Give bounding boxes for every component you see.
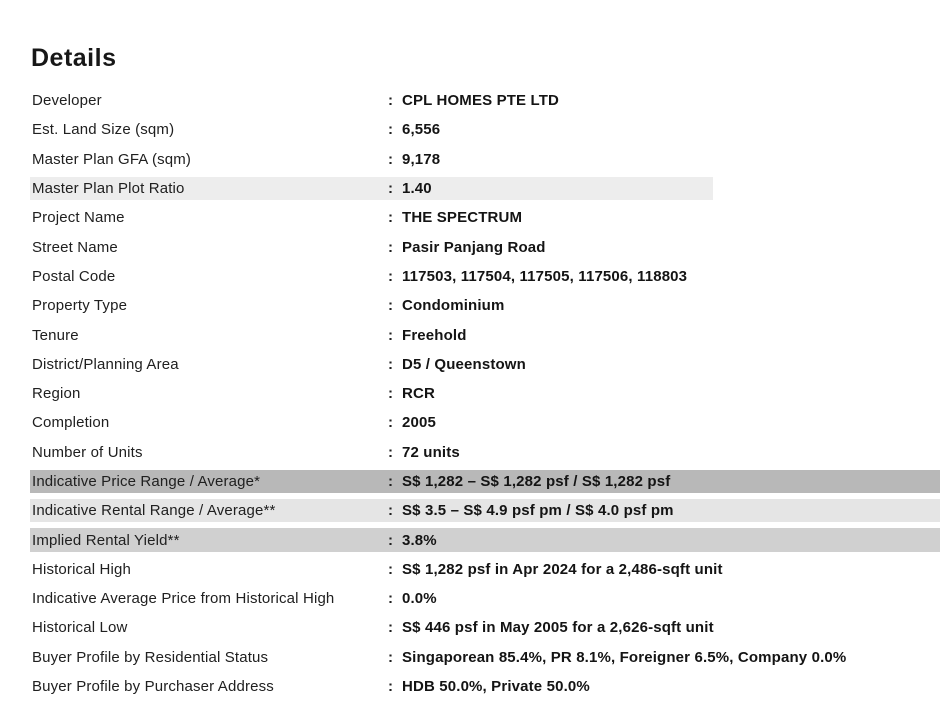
detail-value: 2005 <box>402 414 436 432</box>
detail-row <box>0 320 943 349</box>
detail-label: Developer <box>32 92 102 110</box>
separator-colon: : <box>388 209 394 227</box>
detail-label: Project Name <box>32 209 125 227</box>
detail-label: Tenure <box>32 326 79 344</box>
detail-value: Singaporean 85.4%, PR 8.1%, Foreigner 6.5%, Company 0.0% <box>402 648 847 666</box>
detail-row <box>0 555 943 584</box>
detail-value: RCR <box>402 385 435 403</box>
detail-value: D5 / Queenstown <box>402 355 526 373</box>
detail-value: CPL HOMES PTE LTD <box>402 92 560 110</box>
detail-value: S$ 3.5 – S$ 4.9 psf pm / S$ 4.0 psf pm <box>402 502 674 520</box>
detail-row <box>0 496 943 525</box>
detail-row <box>0 584 943 613</box>
detail-row <box>0 379 943 408</box>
detail-row <box>0 174 943 203</box>
detail-label: Historical Low <box>32 619 128 637</box>
detail-row <box>0 291 943 320</box>
separator-colon: : <box>388 502 394 520</box>
separator-colon: : <box>388 560 394 578</box>
separator-colon: : <box>388 180 394 198</box>
detail-label: Master Plan GFA (sqm) <box>32 150 192 168</box>
detail-label: Implied Rental Yield** <box>32 531 180 549</box>
detail-label: Street Name <box>32 238 118 256</box>
separator-colon: : <box>388 92 394 110</box>
detail-row <box>0 525 943 554</box>
separator-colon: : <box>388 590 394 608</box>
detail-value: S$ 1,282 – S$ 1,282 psf / S$ 1,282 psf <box>402 473 671 490</box>
detail-value: 9,178 <box>402 150 441 168</box>
detail-label: Est. Land Size (sqm) <box>32 121 175 139</box>
detail-label: Buyer Profile by Purchaser Address <box>32 678 274 696</box>
detail-row <box>0 438 943 467</box>
detail-row <box>0 145 943 174</box>
separator-colon: : <box>388 326 394 344</box>
detail-label: Number of Units <box>32 443 143 461</box>
detail-row <box>0 643 943 672</box>
detail-row <box>0 203 943 232</box>
detail-value: 72 units <box>402 443 460 461</box>
detail-value: Pasir Panjang Road <box>402 238 546 256</box>
detail-value: 117503, 117504, 117505, 117506, 118803 <box>402 267 688 285</box>
detail-value: Condominium <box>402 297 505 315</box>
separator-colon: : <box>388 355 394 373</box>
detail-row <box>0 408 943 437</box>
detail-row <box>0 86 943 115</box>
detail-value: 6,556 <box>402 121 441 139</box>
detail-label: Indicative Average Price from Historical High <box>32 590 335 608</box>
detail-value: S$ 1,282 psf in Apr 2024 for a 2,486-sqft unit <box>402 560 723 578</box>
detail-value: 3.8% <box>402 531 437 549</box>
detail-row <box>0 115 943 144</box>
detail-row <box>0 672 943 701</box>
separator-colon: : <box>388 443 394 461</box>
separator-colon: : <box>388 121 394 139</box>
separator-colon: : <box>388 267 394 285</box>
detail-label: Master Plan Plot Ratio <box>32 180 185 198</box>
detail-row <box>0 262 943 291</box>
separator-colon: : <box>388 150 394 168</box>
detail-label: Region <box>32 385 81 403</box>
detail-row <box>0 350 943 379</box>
detail-value: S$ 446 psf in May 2005 for a 2,626-sqft unit <box>402 619 714 637</box>
detail-label: Property Type <box>32 297 128 315</box>
details-table <box>0 86 943 701</box>
detail-label: Completion <box>32 414 110 432</box>
separator-colon: : <box>388 297 394 315</box>
separator-colon: : <box>388 648 394 666</box>
detail-value: 1.40 <box>402 180 432 198</box>
detail-row <box>0 613 943 642</box>
detail-label: Buyer Profile by Residential Status <box>32 648 269 666</box>
detail-value: HDB 50.0%, Private 50.0% <box>402 678 590 696</box>
detail-label: District/Planning Area <box>32 355 179 373</box>
detail-value: 0.0% <box>402 590 437 608</box>
detail-row <box>0 467 943 496</box>
detail-label: Historical High <box>32 560 131 578</box>
separator-colon: : <box>388 414 394 432</box>
detail-label: Postal Code <box>32 267 116 285</box>
separator-colon: : <box>388 678 394 696</box>
detail-value: THE SPECTRUM <box>402 209 523 227</box>
detail-label: Indicative Rental Range / Average** <box>32 502 276 520</box>
separator-colon: : <box>388 473 394 490</box>
separator-colon: : <box>388 238 394 256</box>
separator-colon: : <box>388 531 394 549</box>
detail-value: Freehold <box>402 326 467 344</box>
section-title: Details <box>31 44 117 72</box>
separator-colon: : <box>388 385 394 403</box>
detail-row <box>0 232 943 261</box>
separator-colon: : <box>388 619 394 637</box>
detail-label: Indicative Price Range / Average* <box>32 473 261 490</box>
